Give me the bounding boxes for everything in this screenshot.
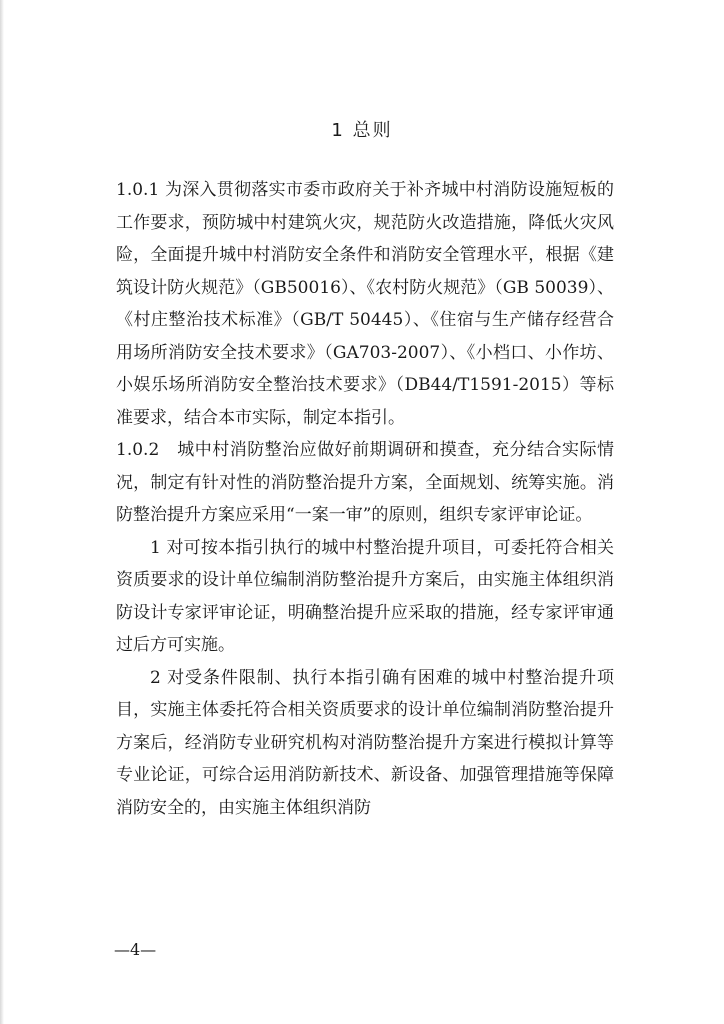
page-number: —4— xyxy=(114,940,157,959)
paragraph-1-0-1: 1.0.1 为深入贯彻落实市委市政府关于补齐城中村消防设施短板的工作要求，预防城中村建筑火灾，规范防火改造措施，降低火灾风险，全面提升城中村消防安全条件和消防安全管理水平，根据《建筑设计防火规范》（GB50016）、《农村防火规范》（GB 50039）、《村庄整治技术标准》（GB/T 50445）、《住宿与生产储存经营合用场所消防安全技术要求》（GA703-2007）、《小档口、小作坊、小娱乐场所消防安全整治技术要求》（DB44/T1591-2015）等标准要求，结合本市实际，制定本指引。 xyxy=(116,180,614,428)
paragraph-item-1: 1 对可按本指引执行的城中村整治提升项目，可委托符合相关资质要求的设计单位编制消防整治提升方案后，由实施主体组织消防设计专家评审论证，明确整治提升应采取的措施，经专家评审通过后方可实施。 xyxy=(116,537,614,655)
paragraph-1-0-2: 1.0.2 城中村消防整治应做好前期调研和摸查，充分结合实际情况，制定有针对性的消防整治提升方案，全面规划、统筹实施。消防整治提升方案应采用“一案一审”的原则，组织专家评审论证。 xyxy=(116,440,614,525)
page-edge-shadow xyxy=(0,0,4,1024)
body-text xyxy=(116,174,614,824)
paragraph-item-2: 2 对受条件限制、执行本指引确有困难的城中村整治提升项目，实施主体委托符合相关资质要求的设计单位编制消防整治提升方案后，经消防专业研究机构对消防整治提升方案进行模拟计算等专业论证，可综合运用消防新技术、新设备、加强管理措施等保障消防安全的，由实施主体组织消防 xyxy=(116,667,614,818)
section-title: 1 总则 xyxy=(331,120,393,141)
